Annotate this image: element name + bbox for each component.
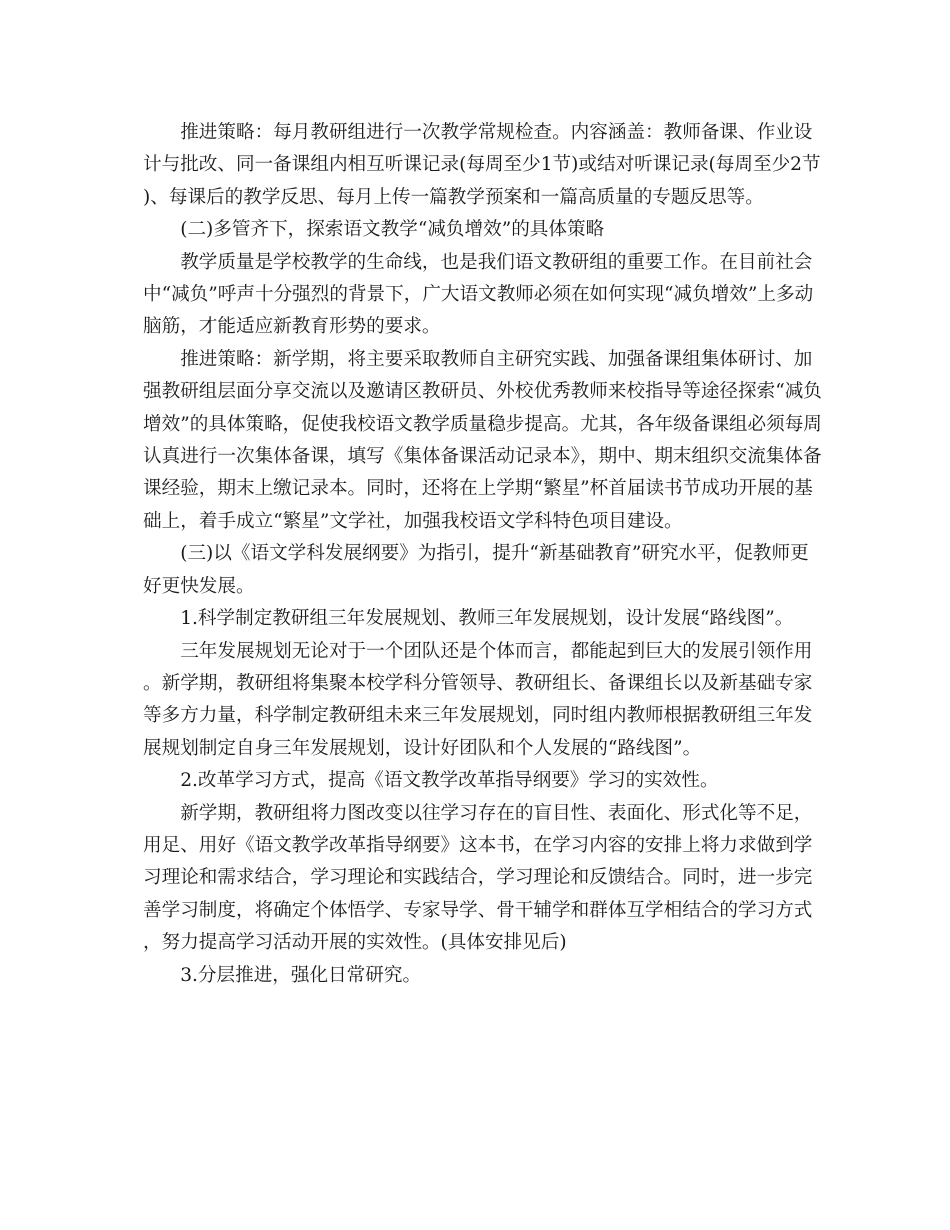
item-heading-1: 1.科学制定教研组三年发展规划、教师三年发展规划，设计发展“路线图”。 [180, 608, 794, 630]
section-heading-2: (二)多管齐下，探索语文教学“减负增效”的具体策略 [180, 219, 605, 241]
paragraph-strategy-routine-check: 推进策略：每月教研组进行一次教学常规检查。内容涵盖：教师备课、作业设计与批改、同一备课组内相互听课记录(每周至少1节)或结对听课记录(每周至少2节)、每课后的教学反思、每月上传一篇教学预案和一篇高质量的专题反思等。 [143, 122, 821, 208]
section-heading-3: (三)以《语文学科发展纲要》为指引，提升“新基础教育”研究水平，促教师更好更快发展。 [143, 543, 809, 597]
paragraph-three-year-plan: 三年发展规划无论对于一个团队还是个体而言，都能起到巨大的发展引领作用。新学期，教研组将集聚本校学科分管领导、教研组长、备课组长以及新基础专家等多方力量，科学制定教研组未来三年发展规划，同时组内教师根据教研组三年发展规划制定自身三年发展规划，设计好团队和个人发展的“路线图”。 [143, 640, 813, 759]
item-heading-3: 3.分层推进，强化日常研究。 [180, 964, 422, 986]
paragraph-learning-reform: 新学期，教研组将力图改变以往学习存在的盲目性、表面化、形式化等不足，用足、用好《语文教学改革指导纲要》这本书，在学习内容的安排上将力求做到学习理论和需求结合，学习理论和实践结合，学习理论和反馈结合。同时，进一步完善学习制度，将确定个体悟学、专家导学、骨干辅学和群体互学相结合的学习方式，努力提高学习活动开展的实效性。(具体安排见后) [143, 802, 813, 954]
item-heading-2: 2.改革学习方式，提高《语文教学改革指导纲要》学习的实效性。 [180, 770, 719, 792]
paragraph-strategy-new-term: 推进策略：新学期，将主要采取教师自主研究实践、加强备课组集体研讨、加强教研组层面分享交流以及邀请区教研员、外校优秀教师来校指导等途径探索“减负增效”的具体策略，促使我校语文教学质量稳步提高。尤其，各年级备课组必须每周认真进行一次集体备课，填写《集体备课活动记录本》，期中、期末组织交流集体备课经验，期末上缴记录本。同时，还将在上学期“繁星”杯首届读书节成功开展的基础上，着手成立“繁星”文学社，加强我校语文学科特色项目建设。 [143, 348, 822, 532]
paragraph-teaching-quality: 教学质量是学校教学的生命线，也是我们语文教研组的重要工作。在目前社会中“减负”呼声十分强烈的背景下，广大语文教师必须在如何实现“减负增效”上多动脑筋，才能适应新教育形势的要求。 [143, 251, 814, 338]
document-body [143, 117, 823, 992]
